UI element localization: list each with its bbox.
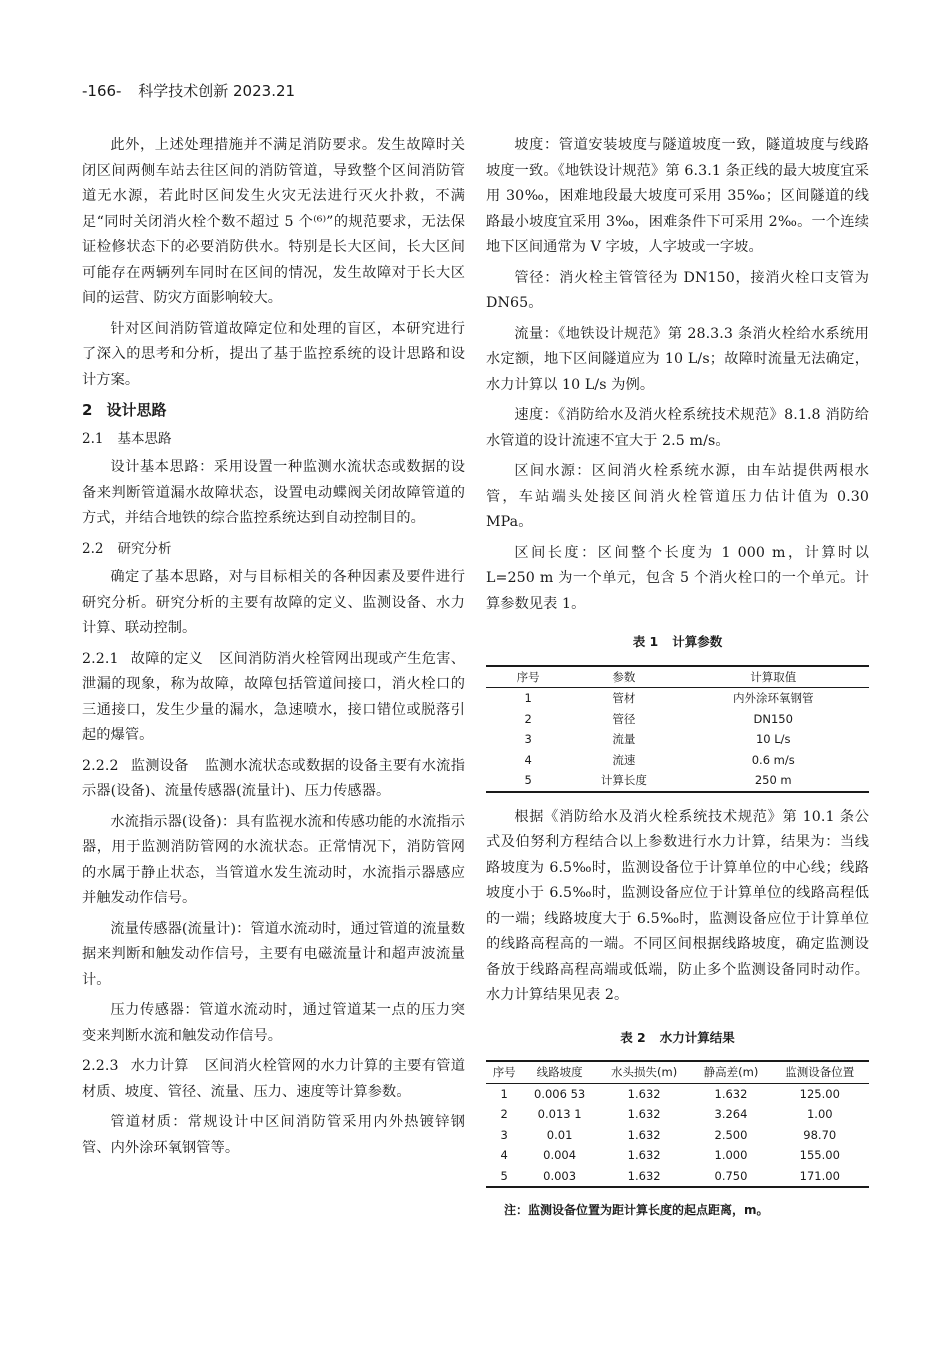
table-2-caption bbox=[486, 1025, 869, 1051]
page-number: -166- bbox=[82, 82, 122, 100]
section-2-2-1-number: 2.2.1 bbox=[82, 650, 119, 667]
table-cell: 内外涂环氧钢管 bbox=[732, 691, 814, 705]
journal-title: 科学技术创新 2023.21 bbox=[138, 82, 296, 100]
section-2-2-3-title: 水力计算 bbox=[130, 1058, 189, 1074]
calculation-result-paragraph: 根据《消防给水及消火栓系统技术规范》第 10.1 条公式及伯努利方程结合以上参数进行水力计算，结果为：当线路坡度为 6.5‰时，监测设备位于计算单位的中心线；线路坡度小于 6.5‰时，监测设备应位于计算单位的线路高程低的一端；线路坡度大于 6.5‰时，监测设备应位于计算单位的线路高程高的一端。不同区间根据线路坡度，确定监测设备放于线路高程高端或低端，防止多个监测设备同时动作。水力计算结果见表 2。 bbox=[486, 808, 869, 1003]
table-2-header-cell: 序号 bbox=[492, 1065, 516, 1079]
section-2-1-paragraph: 设计基本思路：采用设置一种监测水流状态或数据的设备来判断管道漏水故障状态，设置电动蝶阀关闭故障管道的方式，并结合地铁的综合监控系统达到自动控制目的。 bbox=[82, 459, 465, 526]
table-cell: 3 bbox=[524, 732, 532, 746]
water-source-paragraph: 区间水源：区间消火栓系统水源，由车站提供两根水管，车站端头处接区间消火栓管道压力估计值为 0.30 MPa。 bbox=[486, 463, 869, 530]
section-2-2-number: 2.2 bbox=[82, 540, 104, 557]
section-2-2-1-text: 区间消防消火栓管网出现或产生危害、泄漏的现象，称为故障，故障包括管道间接口，消火栓口的三通接口，发生少量的漏水，急速喷水，接口错位或脱落引起的爆管。 bbox=[82, 650, 465, 743]
table-2-number: 表 2 bbox=[620, 1029, 646, 1045]
table-1-header-row bbox=[486, 666, 869, 688]
table-cell: 0.750 bbox=[714, 1168, 748, 1183]
section-2-2-1-paragraph bbox=[82, 647, 465, 749]
table-cell: 0.6 m/s bbox=[751, 752, 795, 767]
table-1-caption bbox=[486, 629, 869, 655]
flow-indicator-paragraph: 水流指示器(设备)：具有监视水流和传感功能的水流指示器，用于监测消防管网的水流状态。正常情况下，消防管网的水属于静止状态，当管道水发生流动时，水流指示器感应并触发动作信号。 bbox=[82, 813, 465, 906]
table-1-title: 计算参数 bbox=[672, 634, 723, 649]
intro-paragraph-2: 针对区间消防管道故障定位和处理的盲区，本研究进行了深入的思考和分析，提出了基于监控系统的设计思路和设计方案。 bbox=[82, 320, 465, 388]
table-row bbox=[486, 1166, 869, 1188]
table-cell: 1.632 bbox=[627, 1168, 661, 1183]
table-cell: 管材 bbox=[612, 691, 636, 705]
table-row bbox=[486, 770, 869, 792]
section-2-2-heading bbox=[82, 537, 465, 563]
section-2-2-3-text: 区间消火栓管网的水力计算的主要有管道材质、坡度、管径、流量、压力、速度等计算参数。 bbox=[82, 1058, 465, 1100]
table-cell: 171.00 bbox=[799, 1168, 840, 1183]
section-2-2-title: 研究分析 bbox=[117, 540, 172, 557]
table-row bbox=[486, 729, 869, 750]
table-1-header-cell: 序号 bbox=[516, 669, 540, 684]
section-length-paragraph: 区间长度：区间整个长度为 1 000 m，计算时以 L=250 m 为一个单元，包含 5 个消火栓口的一个单元。计算参数见表 1。 bbox=[486, 544, 869, 612]
table-row bbox=[486, 1145, 869, 1166]
table-2-header-cell: 监测设备位置 bbox=[785, 1065, 855, 1079]
pipe-material-paragraph: 管道材质：常规设计中区间消防管采用内外热镀锌钢管、内外涂环氧钢管等。 bbox=[82, 1114, 465, 1156]
table-cell: 4 bbox=[500, 1148, 508, 1162]
table-cell: 2.500 bbox=[714, 1127, 748, 1142]
table-cell: 0.006 53 bbox=[534, 1086, 586, 1101]
table-2-note: 注：监测设备位置为距计算长度的起点距离，m。 bbox=[504, 1203, 769, 1217]
table-2-header-cell: 水头损失(m) bbox=[611, 1065, 678, 1079]
section-2-2-3-number: 2.2.3 bbox=[82, 1058, 119, 1074]
table-cell: 0.004 bbox=[543, 1148, 577, 1162]
table-cell: 0.01 bbox=[546, 1127, 573, 1142]
table-cell: 计算长度 bbox=[600, 773, 647, 787]
table-cell: 3 bbox=[500, 1127, 508, 1142]
section-2-2-paragraph: 确定了基本思路，对与目标相关的各种因素及要件进行研究分析。研究分析的主要有故障的定义、监测设备、水力计算、联动控制。 bbox=[82, 569, 465, 636]
section-2-1-title: 基本思路 bbox=[117, 430, 172, 447]
table-row bbox=[486, 1125, 869, 1146]
table-1-header-cell: 参数 bbox=[612, 669, 636, 684]
table-cell: 155.00 bbox=[799, 1148, 840, 1162]
section-2-1-number: 2.1 bbox=[82, 430, 104, 447]
table-cell: DN150 bbox=[753, 711, 793, 726]
table-cell: 1.632 bbox=[627, 1086, 661, 1101]
section-2-2-2-paragraph bbox=[82, 754, 465, 805]
table-cell: 1.632 bbox=[627, 1148, 661, 1162]
table-2-title: 水力计算结果 bbox=[659, 1029, 735, 1045]
section-2-1-heading bbox=[82, 427, 465, 453]
table-row bbox=[486, 709, 869, 730]
table-cell: 1.632 bbox=[627, 1127, 661, 1142]
table-2 bbox=[486, 1060, 869, 1188]
table-cell: 1.000 bbox=[714, 1148, 748, 1162]
table-cell: 流量 bbox=[612, 732, 636, 746]
table-1 bbox=[486, 665, 869, 793]
intro-paragraph-1: 此外，上述处理措施并不满足消防要求。发生故障时关闭区间两侧车站去往区间的消防管道，导致整个区间消防管道无水源，若此时区间发生火灾无法进行灭火扑救，不满足“同时关闭消火栓个数不超过 5 个⁽⁶⁾”的规范要求，无法保证检修状态下的必要消防供水。特别是长大区间，长大区间可能存在两辆列车同时在区间的情况，发生故障对于长大区间的运营、防灾方面影响较大。 bbox=[82, 137, 465, 306]
table-row bbox=[486, 1104, 869, 1125]
pressure-sensor-paragraph: 压力传感器：管道水流动时，通过管道某一点的压力突变来判断水流和触发动作信号。 bbox=[82, 1002, 465, 1044]
table-cell: 1.632 bbox=[714, 1086, 748, 1101]
section-2-heading bbox=[82, 398, 465, 424]
table-cell: 0.003 bbox=[543, 1168, 577, 1183]
table-cell: 10 L/s bbox=[755, 732, 791, 746]
table-cell: 管径 bbox=[612, 711, 636, 726]
section-2-2-2-title: 监测设备 bbox=[130, 757, 189, 774]
table-cell: 3.264 bbox=[714, 1107, 748, 1121]
section-2-number: 2 bbox=[82, 401, 93, 419]
flow-paragraph: 流量：《地铁设计规范》第 28.3.3 条消火栓给水系统用水定额，地下区间隧道应为 10 L/s；故障时流量无法确定，水力计算以 10 L/s 为例。 bbox=[486, 325, 869, 393]
table-2-header-row bbox=[486, 1061, 869, 1083]
table-cell: 2 bbox=[524, 711, 532, 726]
table-cell: 2 bbox=[500, 1107, 508, 1121]
table-cell: 98.70 bbox=[803, 1127, 837, 1142]
table-1-header-cell: 计算取值 bbox=[750, 669, 797, 684]
section-2-2-2-text: 监测水流状态或数据的设备主要有水流指示器(设备)、流量传感器(流量计)、压力传感器。 bbox=[82, 757, 465, 799]
table-row bbox=[486, 1083, 869, 1104]
table-cell: 0.013 1 bbox=[537, 1107, 582, 1121]
table-cell: 流速 bbox=[612, 752, 636, 767]
table-cell: 1.00 bbox=[806, 1107, 833, 1121]
table-cell: 1 bbox=[500, 1086, 508, 1101]
section-2-2-1-title: 故障的定义 bbox=[130, 650, 204, 667]
table-cell: 250 m bbox=[754, 773, 792, 787]
left-column bbox=[82, 133, 465, 1166]
velocity-paragraph: 速度：《消防给水及消火栓系统技术规范》8.1.8 消防给水管道的设计流速不宜大于 2.5 m/s。 bbox=[486, 407, 869, 449]
table-cell: 1 bbox=[524, 691, 532, 705]
table-cell: 4 bbox=[524, 752, 532, 767]
table-cell: 5 bbox=[524, 773, 532, 787]
table-row bbox=[486, 750, 869, 771]
table-cell: 1.632 bbox=[627, 1107, 661, 1121]
table-2-header-cell: 线路坡度 bbox=[536, 1065, 583, 1079]
table-1-number: 表 1 bbox=[632, 634, 659, 649]
table-cell: 5 bbox=[500, 1168, 508, 1183]
flow-sensor-paragraph: 流量传感器(流量计)：管道水流动时，通过管道的流量数据来判断和触发动作信号，主要有电磁流量计和超声波流量计。 bbox=[82, 920, 465, 988]
right-column bbox=[486, 133, 869, 1224]
page-header bbox=[82, 80, 295, 101]
table-row bbox=[486, 688, 869, 709]
section-2-title: 设计思路 bbox=[106, 401, 167, 419]
table-2-header-cell: 静高差(m) bbox=[703, 1065, 759, 1079]
section-2-2-3-paragraph bbox=[82, 1054, 465, 1105]
diameter-paragraph: 管径：消火栓主管管径为 DN150，接消火栓口支管为 DN65。 bbox=[486, 269, 869, 311]
table-cell: 125.00 bbox=[799, 1086, 840, 1101]
section-2-2-2-number: 2.2.2 bbox=[82, 757, 119, 774]
slope-paragraph: 坡度：管道安装坡度与隧道坡度一致，隧道坡度与线路坡度一致。《地铁设计规范》第 6.3.1 条正线的最大坡度宜采用 30‰，困难地段最大坡度可采用 35‰；区间隧道的线路最小坡度宜采用 3‰，困难条件下可采用 2‰。一个连续地下区间通常为 V 字坡，人字坡或一字坡。 bbox=[486, 137, 869, 255]
